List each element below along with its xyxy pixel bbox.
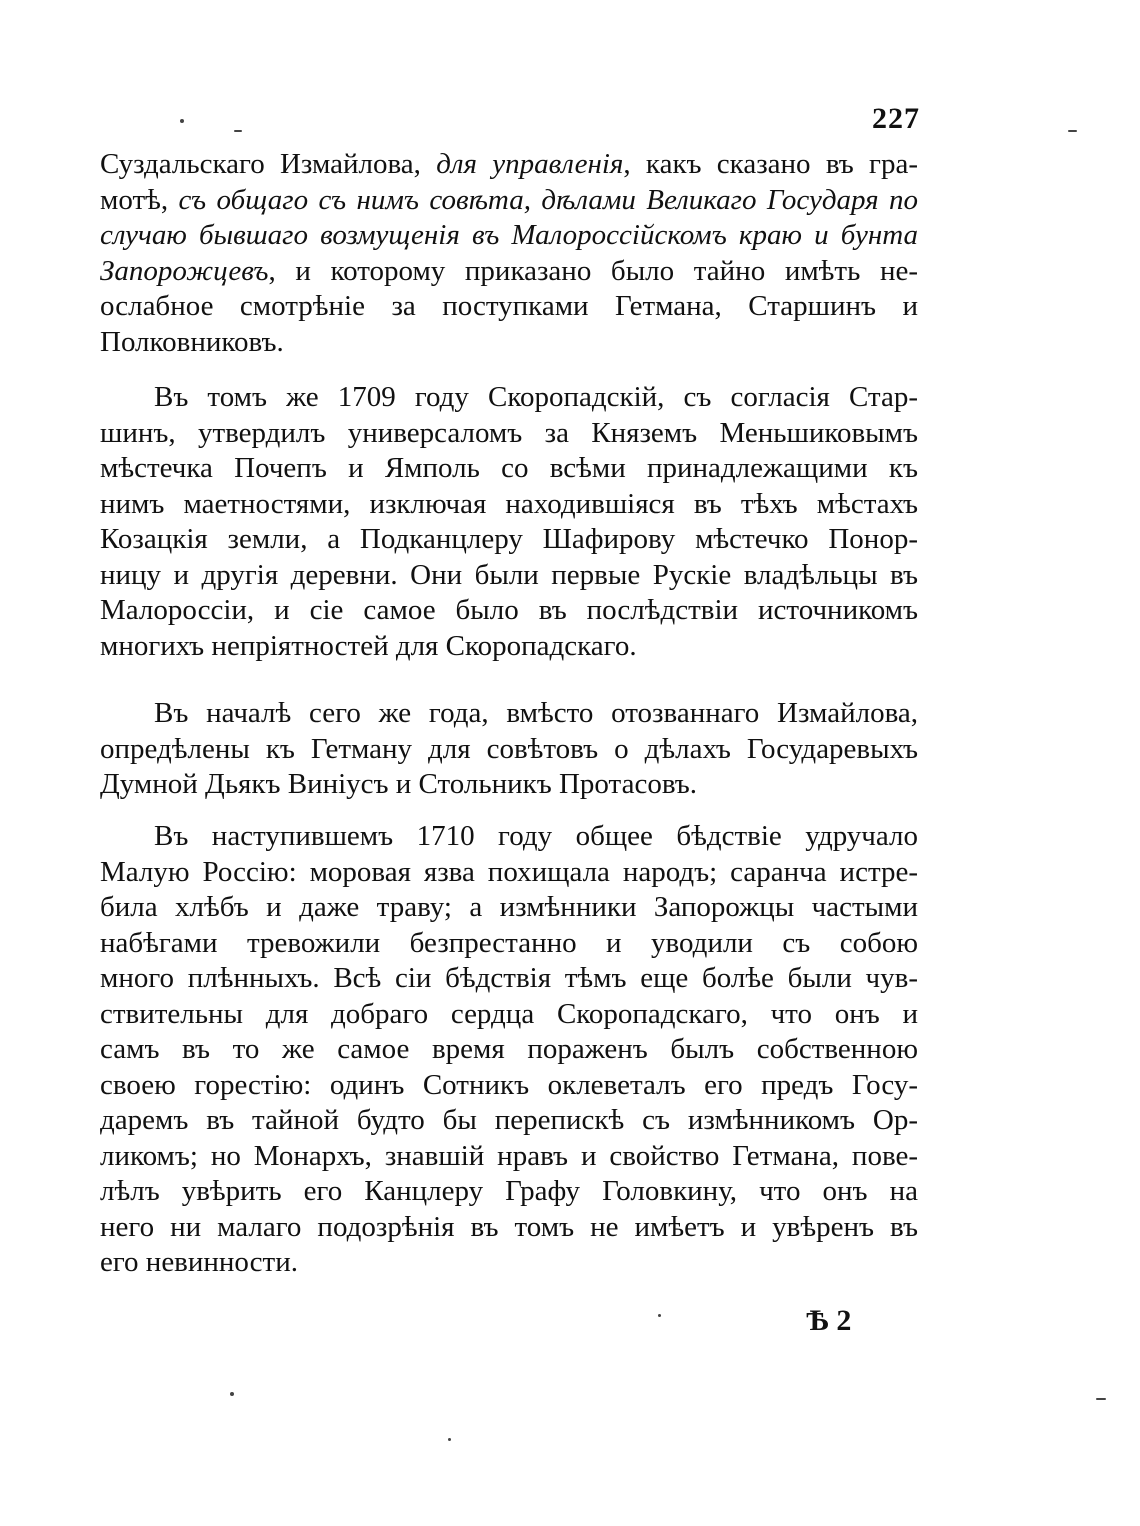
text-line <box>100 1068 918 1104</box>
text-run: самъ въ то же самое время пораженъ былъ собственною <box>100 1033 918 1065</box>
italic-phrase: съ общаго съ нимъ совѣта, дѣлами Великаго Государя по <box>178 183 918 216</box>
text-run: Малороссіи, и сіе самое было въ послѣдствіи источникомъ <box>100 594 918 626</box>
text-run: Въ началѣ сего же года, вмѣсто отозваннаго Измайлова, <box>154 697 918 729</box>
text-run: ослабное смотрѣніе за поступками Гетмана, Старшинъ и <box>100 290 918 322</box>
print-speck <box>234 130 242 132</box>
text-run: набѣгами тревожили безпрестанно и уводили съ собою <box>100 926 918 959</box>
text-run: мотѣ, <box>100 183 179 216</box>
text-run: Въ наступившемъ 1710 году общее бѣдствіе удручало <box>154 820 918 852</box>
text-run: нимъ маетностями, изключая находившіяся въ тѣхъ мѣстахъ <box>100 487 918 520</box>
paragraph-3 <box>100 696 918 803</box>
print-speck <box>1068 130 1077 132</box>
text-line <box>100 1210 918 1246</box>
text-run: даремъ въ тайной будто бы перепискѣ съ измѣнникомъ Ор- <box>100 1104 918 1136</box>
text-line <box>100 380 918 416</box>
text-run: Козацкія земли, а Подканцлеру Шафирову мѣстечко Понор- <box>100 523 918 555</box>
text-line <box>100 1174 918 1210</box>
text-line <box>100 1103 918 1139</box>
text-line <box>100 767 918 803</box>
text-run: Полковниковъ. <box>100 325 284 358</box>
text-run: шинъ, утвердилъ универсаломъ за Княземъ Меньшиковымъ <box>100 416 918 449</box>
text-run: опредѣлены къ Гетману для совѣтовъ о дѣлахъ Государевыхъ <box>100 732 918 765</box>
paragraph-4 <box>100 819 918 1281</box>
print-speck <box>1096 1398 1106 1400</box>
print-speck <box>448 1438 451 1441</box>
text-line <box>100 451 918 487</box>
print-speck <box>658 1314 661 1317</box>
text-run: своею горестію: одинъ Сотникъ оклеветалъ его предъ Госу- <box>100 1068 918 1101</box>
text-run: лѣлъ увѣрить его Канцлеру Графу Головкину, что онъ на <box>100 1175 918 1207</box>
italic-phrase: для управленія <box>436 148 624 180</box>
italic-phrase: случаю бывшаго возмущенія въ Малороссійскомъ краю и бунта <box>100 219 918 251</box>
text-line <box>100 629 918 665</box>
text-run: него ни малаго подозрѣнія въ томъ не имѣетъ и увѣренъ въ <box>100 1210 918 1243</box>
signature-mark: Ѣ 2 <box>806 1304 852 1337</box>
text-line <box>100 1245 918 1281</box>
text-line <box>100 732 918 768</box>
text-line <box>100 855 918 891</box>
text-line <box>100 325 918 361</box>
text-line <box>100 487 918 523</box>
text-run: Думной Дьякъ Виніусъ и Стольникъ Протасовъ. <box>100 768 698 800</box>
text-run: его невинности. <box>100 1246 298 1278</box>
text-run: ликомъ; но Монархъ, знавшій нравъ и свойство Гетмана, пове- <box>100 1139 918 1172</box>
text-line <box>100 183 918 219</box>
print-speck <box>230 1392 234 1396</box>
text-run: Суздальскаго Измайлова, <box>100 148 437 180</box>
text-line <box>100 890 918 926</box>
text-line <box>100 961 918 997</box>
text-line <box>100 254 918 290</box>
text-line <box>100 997 918 1033</box>
text-line <box>100 218 918 254</box>
text-line <box>100 819 918 855</box>
paragraph-2 <box>100 380 918 664</box>
text-line <box>100 289 918 325</box>
text-run: Въ томъ же 1709 году Скоропадскій, съ согласія Стар- <box>154 381 918 413</box>
text-line <box>100 558 918 594</box>
print-speck <box>180 119 184 123</box>
text-line <box>100 522 918 558</box>
text-line <box>100 696 918 732</box>
text-run: , и которому приказано было тайно имѣть не- <box>268 254 918 287</box>
text-run: , какъ сказано въ гра- <box>623 148 918 180</box>
paragraph-1 <box>100 147 918 360</box>
text-run: мѣстечка Почепъ и Ямполь со всѣми принадлежащими къ <box>100 452 918 484</box>
text-line <box>100 147 918 183</box>
page-number: 227 <box>872 102 920 135</box>
text-line <box>100 416 918 452</box>
text-run: многихъ непріятностей для Скоропадскаго. <box>100 629 637 662</box>
text-run: много плѣнныхъ. Всѣ сіи бѣдствія тѣмъ еще болѣе были чув- <box>100 962 918 994</box>
text-run: ницу и другія деревни. Они были первые Рускіе владѣльцы въ <box>100 558 918 591</box>
text-line <box>100 1032 918 1068</box>
italic-phrase: Запорожцевъ <box>100 254 269 287</box>
text-run: била хлѣбъ и даже траву; а измѣнники Запорожцы частыми <box>100 891 918 923</box>
text-run: ствительны для добраго сердца Скоропадскаго, что онъ и <box>100 997 918 1030</box>
text-run: Малую Россію: моровая язва похищала народъ; саранча истре- <box>100 855 918 888</box>
text-line <box>100 1139 918 1175</box>
text-line <box>100 593 918 629</box>
text-line <box>100 926 918 962</box>
